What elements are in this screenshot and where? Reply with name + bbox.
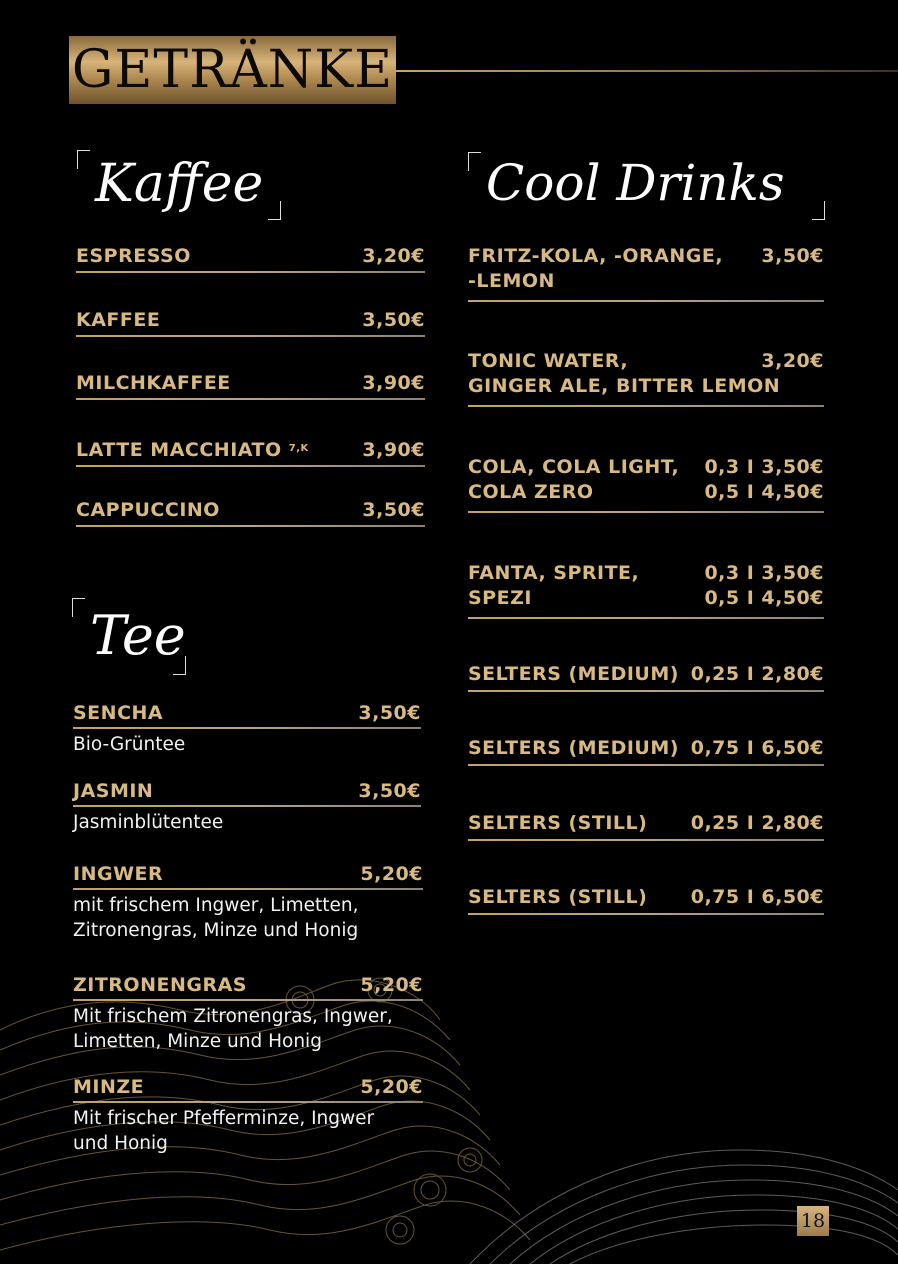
item-price: 0,25 I 2,80€	[690, 812, 824, 834]
bracket-corner	[812, 201, 825, 220]
item-name-line2: GINGER ALE, BITTER LEMON	[468, 375, 781, 397]
item-price: 0,75 I 6,50€	[690, 737, 824, 759]
bracket-corner	[468, 152, 481, 171]
item-price: 5,20€	[360, 863, 423, 885]
cool-drinks-heading-text: Cool Drinks	[486, 154, 785, 212]
item-price: 0,3 I 3,50€	[704, 562, 824, 584]
item-price: 5,20€	[360, 1076, 423, 1098]
item-rule	[76, 335, 425, 337]
item-rule	[468, 913, 824, 915]
item-price: 3,20€	[362, 245, 425, 267]
item-name: MINZE	[73, 1076, 145, 1098]
item-name-line2: -LEMON	[468, 270, 555, 292]
item-rule	[76, 525, 425, 527]
item-name: FANTA, SPRITE,	[468, 562, 640, 584]
item-name: MILCHKAFFEE	[76, 372, 231, 394]
item-price: 3,50€	[362, 309, 425, 331]
item-rule	[468, 764, 824, 766]
tee-heading-text: Tee	[90, 604, 186, 667]
item-rule	[468, 617, 824, 619]
item-price: 0,3 I 3,50€	[704, 456, 824, 478]
item-description: Mit frischer Pfefferminze, Ingwer	[73, 1108, 375, 1129]
item-name: SELTERS (MEDIUM)	[468, 737, 679, 759]
item-description: Jasminblütentee	[73, 812, 224, 833]
item-price: 3,90€	[362, 439, 425, 461]
item-name: FRITZ-KOLA, -ORANGE,	[468, 245, 724, 267]
page-number: 18	[797, 1206, 829, 1236]
item-rule	[73, 999, 423, 1001]
menu-item	[73, 973, 423, 1059]
item-rule	[468, 690, 824, 692]
bracket-corner	[268, 201, 281, 220]
item-description: Limetten, Minze und Honig	[73, 1031, 322, 1052]
item-price: 5,20€	[360, 974, 423, 996]
item-price: 0,75 I 6,50€	[690, 886, 824, 908]
item-price: 3,50€	[761, 245, 824, 267]
title-rule	[396, 70, 898, 72]
item-rule	[73, 888, 423, 890]
item-description: und Honig	[73, 1133, 168, 1154]
item-name: INGWER	[73, 863, 164, 885]
item-rule	[73, 805, 421, 807]
kaffee-heading	[77, 150, 281, 220]
item-description: Bio-Grüntee	[73, 734, 186, 755]
item-name: ESPRESSO	[76, 245, 191, 267]
item-name-line2: SPEZI	[468, 587, 532, 609]
item-price: 3,50€	[358, 702, 421, 724]
item-description: Mit frischem Zitronengras, Ingwer,	[73, 1006, 393, 1027]
menu-item	[73, 1075, 423, 1161]
item-name: ZITRONENGRAS	[73, 974, 247, 996]
item-rule	[468, 405, 824, 407]
item-description: Zitronengras, Minze und Honig	[73, 920, 359, 941]
item-name: SELTERS (STILL)	[468, 812, 648, 834]
item-name: CAPPUCCINO	[76, 499, 220, 521]
item-description: mit frischem Ingwer, Limetten,	[73, 895, 359, 916]
item-name: SELTERS (MEDIUM)	[468, 663, 679, 685]
item-rule	[76, 465, 425, 467]
page-title-plate	[69, 36, 396, 104]
tee-heading	[72, 598, 186, 675]
menu-item	[73, 701, 421, 761]
item-name: KAFFEE	[76, 309, 161, 331]
item-price-2: 0,5 I 4,50€	[704, 587, 824, 609]
item-rule	[73, 1101, 423, 1103]
item-price: 3,20€	[761, 350, 824, 372]
item-rule	[76, 398, 425, 400]
item-price-2: 0,5 I 4,50€	[704, 481, 824, 503]
item-name-line2: COLA ZERO	[468, 481, 594, 503]
cool-drinks-heading	[468, 152, 825, 220]
kaffee-heading-text: Kaffee	[95, 154, 264, 214]
item-name-text: LATTE MACCHIATO	[76, 439, 282, 461]
item-name	[76, 438, 309, 463]
item-rule	[468, 839, 824, 841]
page-title: GETRÄNKE	[71, 40, 394, 100]
item-price: 0,25 I 2,80€	[690, 663, 824, 685]
bracket-corner	[72, 598, 85, 617]
menu-item	[73, 779, 421, 839]
item-name: SELTERS (STILL)	[468, 886, 648, 908]
item-name: SENCHA	[73, 702, 164, 724]
bracket-corner	[173, 656, 186, 675]
item-price: 3,50€	[362, 499, 425, 521]
item-price: 3,50€	[358, 780, 421, 802]
item-rule	[468, 511, 824, 513]
item-rule	[73, 727, 421, 729]
item-price: 3,90€	[362, 372, 425, 394]
item-rule	[76, 271, 425, 273]
item-name: TONIC WATER,	[468, 350, 629, 372]
menu-item	[73, 862, 423, 948]
item-rule	[468, 300, 824, 302]
item-name: COLA, COLA LIGHT,	[468, 456, 680, 478]
item-name: JASMIN	[73, 780, 154, 802]
bracket-corner	[77, 150, 90, 169]
allergen-note: 7,K	[288, 443, 309, 454]
